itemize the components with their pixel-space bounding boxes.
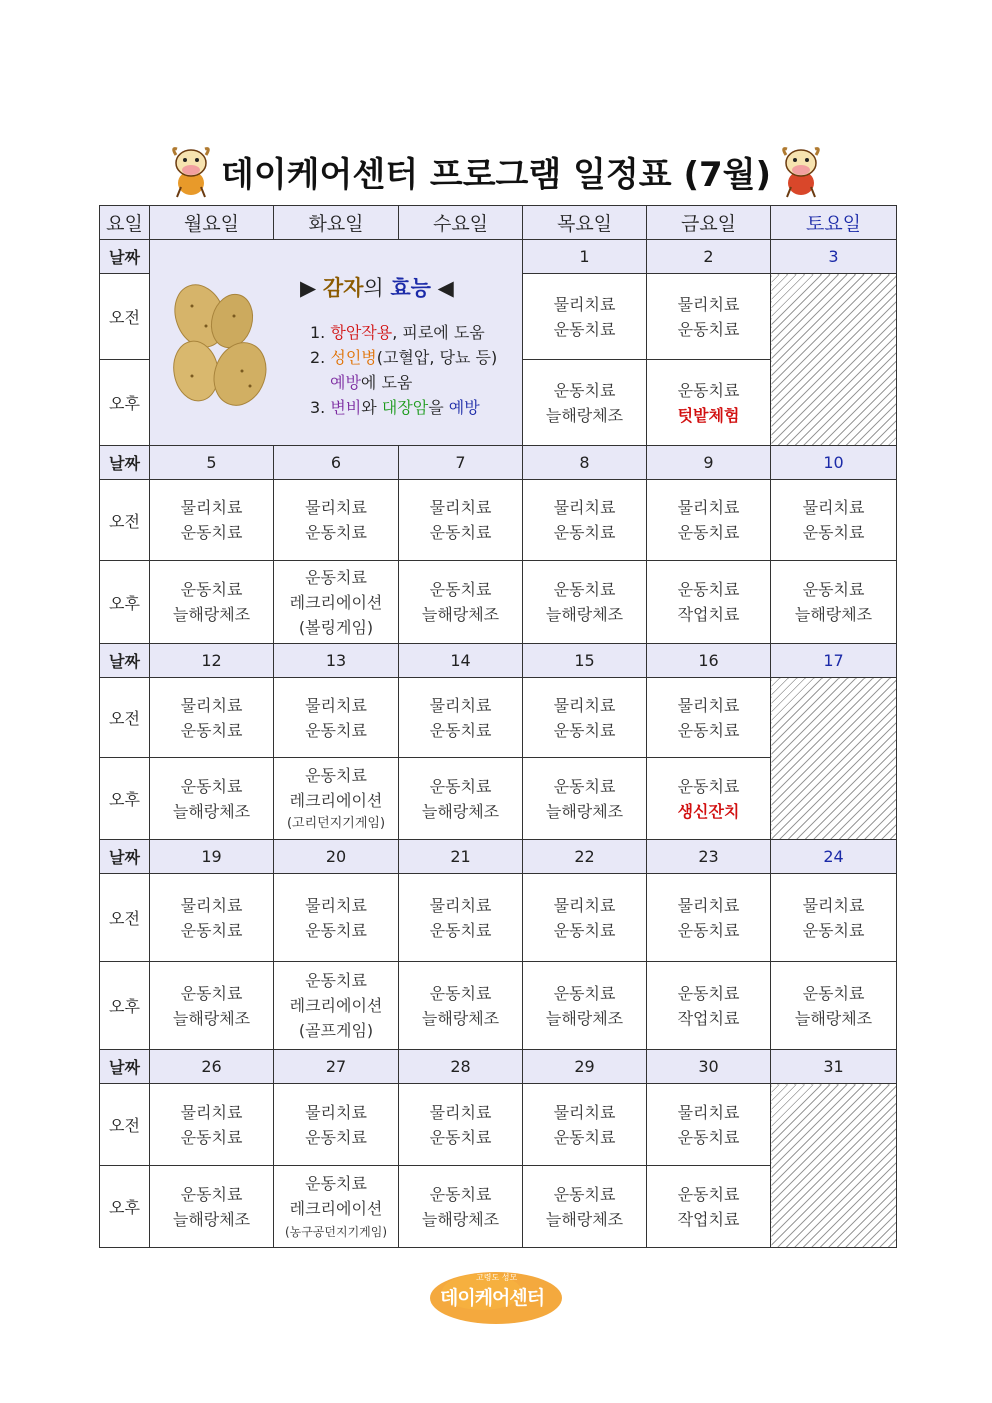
schedule-cell (771, 874, 897, 962)
schedule-cell (523, 561, 647, 644)
schedule-cell (399, 962, 523, 1050)
arrow-left-icon: ◀ (430, 276, 454, 300)
activity: 운동치료 (553, 523, 616, 542)
activity: 레크리에이션 (289, 790, 383, 810)
date-cell: 12 (150, 644, 274, 678)
activity: 물리치료 (429, 1102, 492, 1122)
activity: 물리치료 (553, 498, 616, 517)
activity: 물리치료 (677, 498, 740, 517)
info-text: (고혈압, 당뇨 등) (376, 348, 498, 367)
activity: 늘해랑체조 (172, 1209, 251, 1229)
activity-note: (농구공던지기게임) (284, 1224, 388, 1239)
header-cell: 수요일 (399, 206, 523, 240)
info-keyword: 성인병 (330, 348, 377, 367)
info-text: 에 도움 (360, 373, 413, 392)
activity: 운동치료 (802, 983, 865, 1003)
date-cell: 20 (274, 840, 399, 874)
header-cell: 목요일 (523, 206, 647, 240)
date-cell: 26 (150, 1050, 274, 1084)
activity: 운동치료 (305, 720, 367, 740)
info-heading-potato: 감자 (322, 276, 364, 300)
date-row (100, 240, 897, 274)
date-cell: 28 (399, 1050, 523, 1084)
activity: 운동치료 (553, 1184, 616, 1204)
date-cell: 9 (647, 446, 771, 480)
row-label-date: 날짜 (100, 240, 150, 274)
activity: 물리치료 (305, 1102, 367, 1122)
closed-cell (771, 1084, 897, 1248)
info-item-number: 2. (310, 348, 331, 367)
schedule-cell (647, 360, 771, 446)
schedule-cell (523, 1166, 647, 1248)
header-cell: 월요일 (150, 206, 274, 240)
schedule-cell (523, 758, 647, 840)
date-cell: 15 (523, 644, 647, 678)
activity: 운동치료 (305, 1173, 367, 1193)
schedule-cell (150, 561, 274, 644)
activity: 작업치료 (677, 605, 740, 624)
activity: 물리치료 (802, 895, 865, 915)
schedule-cell (274, 480, 399, 561)
info-text: 와 (361, 398, 382, 417)
activity: 운동치료 (180, 1127, 243, 1147)
weekday-header-row (100, 206, 897, 240)
activity: 운동치료 (677, 776, 740, 796)
activity: 운동치료 (553, 1127, 616, 1147)
date-cell-saturday: 10 (771, 446, 897, 480)
date-row (100, 446, 897, 480)
date-cell: 5 (150, 446, 274, 480)
activity: 운동치료 (180, 523, 243, 542)
activity: 운동치료 (677, 1184, 740, 1204)
schedule-cell (399, 874, 523, 962)
activity: 늘해랑체조 (545, 1008, 624, 1028)
row-label-pm: 오후 (100, 561, 150, 644)
row-label-am: 오전 (100, 1084, 150, 1166)
date-cell: 16 (647, 644, 771, 678)
schedule-cell (647, 561, 771, 644)
activity: 물리치료 (553, 895, 616, 915)
activity: 물리치료 (677, 1102, 740, 1122)
date-cell: 23 (647, 840, 771, 874)
date-cell: 30 (647, 1050, 771, 1084)
row-label-date: 날짜 (100, 1050, 150, 1084)
schedule-cell (150, 874, 274, 962)
activity: 물리치료 (305, 695, 367, 715)
logo-subtext: 고령도 성모 (476, 1273, 518, 1282)
info-item-number: 3. (310, 398, 331, 417)
info-keyword: 변비 (330, 398, 362, 417)
schedule-cell (150, 1166, 274, 1248)
activity: 운동치료 (429, 920, 492, 940)
row-label-am: 오전 (100, 274, 150, 360)
date-row (100, 1050, 897, 1084)
info-keyword: 항암작용 (330, 323, 393, 342)
activity-highlight: 생신잔치 (677, 801, 740, 821)
activity: 운동치료 (802, 523, 865, 542)
activity: 운동치료 (305, 765, 367, 785)
activity: 운동치료 (553, 319, 616, 339)
arrow-right-icon: ▶ (300, 276, 323, 300)
activity: 물리치료 (180, 1102, 243, 1122)
activity: 물리치료 (305, 895, 367, 915)
cow-mascot-right-icon (777, 143, 825, 199)
date-cell: 1 (523, 240, 647, 274)
activity: 운동치료 (677, 319, 740, 339)
activity: 운동치료 (180, 920, 243, 940)
activity: 물리치료 (802, 498, 865, 517)
schedule-cell (523, 1084, 647, 1166)
activity: 운동치료 (180, 776, 243, 796)
schedule-cell (647, 274, 771, 360)
activity: 운동치료 (677, 983, 740, 1003)
activity: 물리치료 (677, 895, 740, 915)
activity: 운동치료 (305, 523, 367, 542)
activity: 운동치료 (677, 1127, 740, 1147)
schedule-cell (771, 962, 897, 1050)
row-label-pm: 오후 (100, 758, 150, 840)
activity: 늘해랑체조 (545, 405, 624, 425)
info-list (310, 320, 497, 420)
row-label-pm: 오후 (100, 360, 150, 446)
activity: 물리치료 (180, 895, 243, 915)
activity: 레크리에이션 (289, 592, 383, 612)
info-keyword: 대장암 (381, 398, 429, 417)
header-cell: 금요일 (647, 206, 771, 240)
schedule-cell (150, 962, 274, 1050)
closed-cell (771, 678, 897, 840)
date-cell: 13 (274, 644, 399, 678)
page-title: 데이케어센터 프로그램 일정표 (7월) (220, 154, 772, 195)
activity: 운동치료 (180, 983, 243, 1003)
activity: 운동치료 (429, 580, 492, 599)
am-row (100, 1084, 897, 1166)
pm-row (100, 561, 897, 644)
schedule-cell (399, 1084, 523, 1166)
header-cell: 화요일 (274, 206, 399, 240)
date-cell: 19 (150, 840, 274, 874)
activity: 운동치료 (677, 720, 740, 740)
schedule-cell (647, 758, 771, 840)
activity: 물리치료 (677, 294, 740, 314)
activity: 레크리에이션 (289, 1198, 383, 1218)
activity: 늘해랑체조 (421, 801, 500, 821)
info-keyword: 예방 (448, 398, 480, 417)
row-label-am: 오전 (100, 480, 150, 561)
activity: 늘해랑체조 (421, 605, 500, 624)
schedule-cell (274, 962, 399, 1050)
date-cell: 14 (399, 644, 523, 678)
activity: 늘해랑체조 (172, 605, 251, 624)
activity: 운동치료 (553, 776, 616, 796)
activity: 운동치료 (429, 983, 492, 1003)
row-label-am: 오전 (100, 874, 150, 962)
schedule-cell (399, 561, 523, 644)
activity-note: (골프게임) (298, 1021, 374, 1040)
activity: 늘해랑체조 (421, 1008, 500, 1028)
schedule-cell (647, 1084, 771, 1166)
date-row (100, 644, 897, 678)
activity: 운동치료 (429, 776, 492, 796)
activity: 운동치료 (553, 983, 616, 1003)
activity: 운동치료 (429, 1127, 492, 1147)
info-item (310, 320, 497, 345)
date-cell: 22 (523, 840, 647, 874)
activity: 물리치료 (429, 498, 492, 517)
row-label-date: 날짜 (100, 446, 150, 480)
activity: 늘해랑체조 (794, 1008, 873, 1028)
activity: 운동치료 (677, 920, 740, 940)
activity: 물리치료 (180, 498, 243, 517)
schedule-cell (647, 678, 771, 758)
schedule-cell (771, 480, 897, 561)
activity: 운동치료 (802, 580, 865, 599)
schedule-cell (274, 561, 399, 644)
activity: 운동치료 (305, 1127, 367, 1147)
activity: 물리치료 (553, 1102, 616, 1122)
schedule-cell (523, 962, 647, 1050)
date-cell: 6 (274, 446, 399, 480)
info-item-number: 1. (310, 323, 331, 342)
schedule-cell (399, 480, 523, 561)
activity: 늘해랑체조 (545, 1209, 624, 1229)
date-row (100, 840, 897, 874)
schedule-cell (771, 561, 897, 644)
info-text: 을 (428, 398, 449, 417)
activity: 물리치료 (305, 498, 367, 517)
activity: 늘해랑체조 (172, 801, 251, 821)
date-cell: 21 (399, 840, 523, 874)
cow-mascot-left-icon (167, 143, 215, 199)
activity: 운동치료 (802, 920, 865, 940)
potato-info-panel (150, 240, 523, 446)
date-cell-saturday: 24 (771, 840, 897, 874)
info-item-continued (310, 370, 497, 395)
activity: 운동치료 (429, 523, 492, 542)
schedule-cell (647, 962, 771, 1050)
info-item (310, 395, 497, 420)
activity: 작업치료 (677, 1008, 740, 1028)
date-cell: 8 (523, 446, 647, 480)
activity: 운동치료 (305, 567, 367, 587)
schedule-cell (274, 678, 399, 758)
schedule-cell (399, 1166, 523, 1248)
activity: 운동치료 (553, 920, 616, 940)
am-row (100, 480, 897, 561)
schedule-cell (274, 1166, 399, 1248)
info-heading-particle: 의 (363, 276, 391, 300)
activity: 운동치료 (553, 720, 616, 740)
potato-image (162, 276, 272, 416)
schedule-cell (274, 1084, 399, 1166)
header-cell: 요일 (100, 206, 150, 240)
activity: 늘해랑체조 (545, 801, 624, 821)
activity: 운동치료 (180, 1184, 243, 1204)
info-text: , 피로에 도움 (392, 323, 485, 342)
schedule-cell (647, 480, 771, 561)
activity: 물리치료 (180, 695, 243, 715)
header-cell-saturday: 토요일 (771, 206, 897, 240)
activity: 레크리에이션 (289, 996, 383, 1015)
activity-highlight: 텃밭체험 (677, 405, 740, 425)
title-bar (150, 140, 842, 202)
activity: 물리치료 (429, 895, 492, 915)
schedule-cell (523, 360, 647, 446)
date-cell: 29 (523, 1050, 647, 1084)
schedule-cell (523, 678, 647, 758)
schedule-cell (150, 678, 274, 758)
activity: 운동치료 (553, 580, 616, 599)
row-label-date: 날짜 (100, 644, 150, 678)
activity: 운동치료 (677, 380, 740, 400)
closed-cell (771, 274, 897, 446)
schedule-cell (523, 480, 647, 561)
am-row (100, 874, 897, 962)
schedule-cell (523, 274, 647, 360)
schedule-cell (523, 874, 647, 962)
pm-row (100, 962, 897, 1050)
schedule-cell (399, 758, 523, 840)
schedule-cell (274, 758, 399, 840)
activity: 물리치료 (553, 294, 616, 314)
activity: 운동치료 (677, 523, 740, 542)
activity: 물리치료 (553, 695, 616, 715)
activity: 물리치료 (677, 695, 740, 715)
schedule-cell (399, 678, 523, 758)
schedule-cell (150, 480, 274, 561)
row-label-date: 날짜 (100, 840, 150, 874)
activity: 늘해랑체조 (545, 605, 624, 624)
activity-note: (볼링게임) (298, 617, 374, 637)
activity: 물리치료 (429, 695, 492, 715)
activity: 운동치료 (180, 580, 243, 599)
activity: 운동치료 (553, 380, 616, 400)
logo-text: 데이케어센터 (440, 1287, 545, 1309)
activity: 작업치료 (677, 1209, 740, 1229)
info-heading-effect: 효능 (390, 276, 431, 300)
date-cell: 31 (771, 1050, 897, 1084)
date-cell-saturday: 3 (771, 240, 897, 274)
schedule-cell (274, 874, 399, 962)
activity: 운동치료 (429, 720, 492, 740)
date-cell: 27 (274, 1050, 399, 1084)
activity: 운동치료 (180, 720, 243, 740)
schedule-cell (150, 1084, 274, 1166)
info-item (310, 345, 497, 370)
activity: 늘해랑체조 (172, 1008, 251, 1028)
activity: 운동치료 (305, 971, 367, 990)
info-heading (300, 272, 454, 302)
activity: 운동치료 (429, 1184, 492, 1204)
date-cell: 2 (647, 240, 771, 274)
date-cell: 7 (399, 446, 523, 480)
row-label-am: 오전 (100, 678, 150, 758)
row-label-pm: 오후 (100, 1166, 150, 1248)
activity: 늘해랑체조 (421, 1209, 500, 1229)
am-row (100, 678, 897, 758)
schedule-cell (647, 1166, 771, 1248)
activity: 운동치료 (305, 920, 367, 940)
info-keyword: 예방 (330, 373, 361, 392)
schedule-cell (647, 874, 771, 962)
date-cell-saturday: 17 (771, 644, 897, 678)
row-label-pm: 오후 (100, 962, 150, 1050)
activity-note: (고리던지기게임) (286, 815, 386, 831)
activity: 운동치료 (677, 580, 740, 599)
schedule-cell (150, 758, 274, 840)
schedule-table (99, 205, 897, 1248)
activity: 늘해랑체조 (794, 605, 873, 624)
